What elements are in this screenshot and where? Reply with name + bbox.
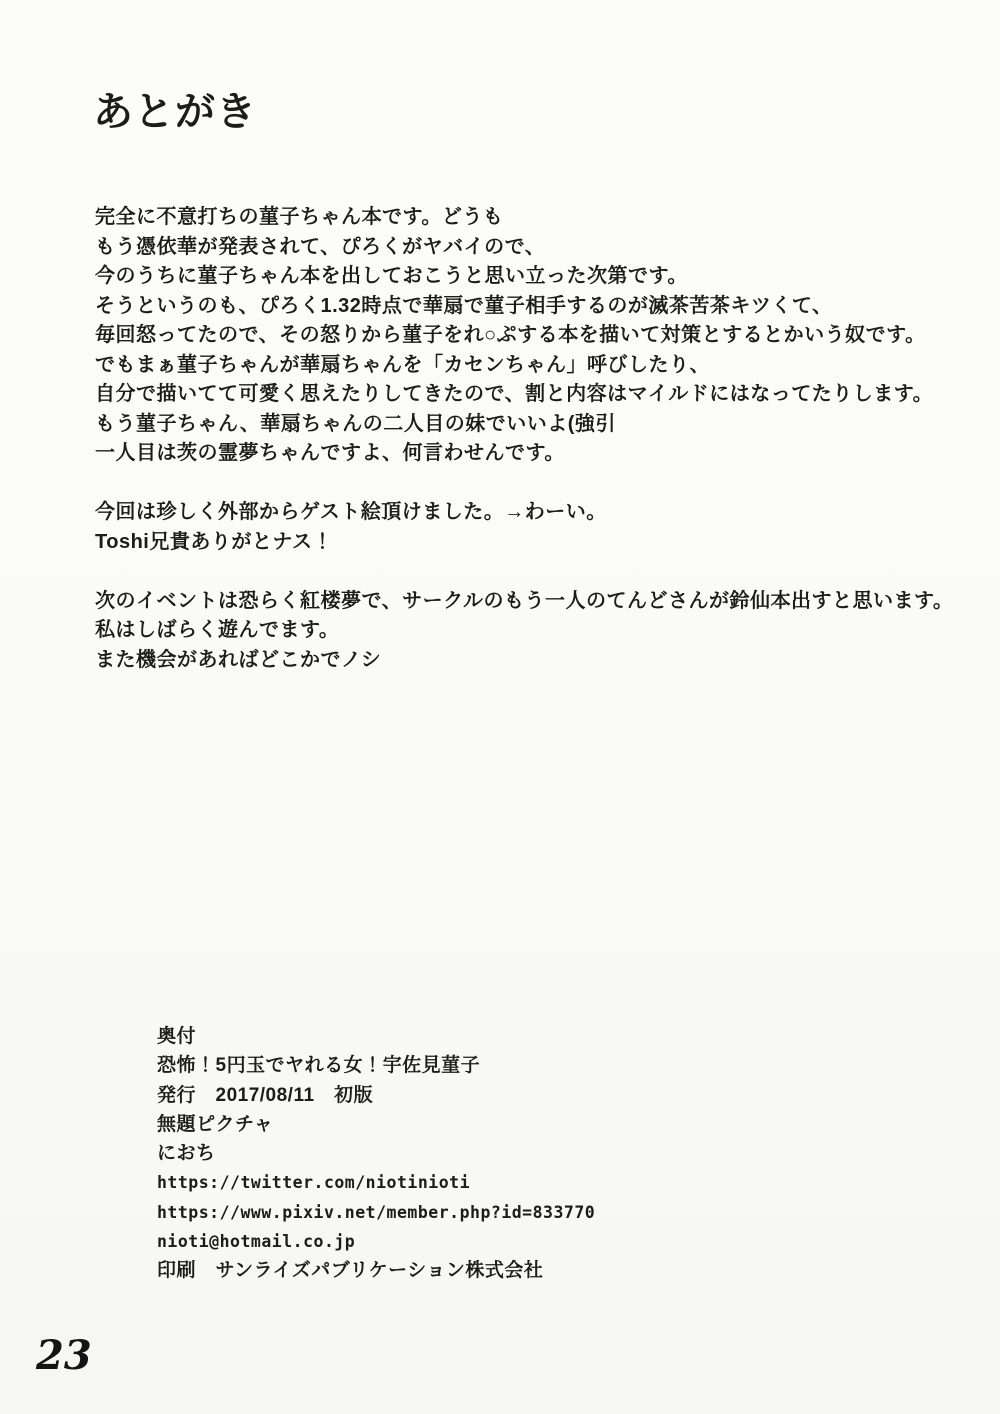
colophon-book-title: 恐怖！5円玉でヤれる女！宇佐見菫子 <box>157 1055 481 1077</box>
colophon-publication-date: 発行 2017/08/11 初版 <box>157 1084 374 1106</box>
colophon-pixiv-url: https://www.pixiv.net/member.php?id=833770 <box>157 1202 596 1222</box>
text-line: 次のイベントは恐らく紅楼夢で、サークルのもう一人のてんどさんが鈴仙本出すと思います。 <box>95 589 954 612</box>
afterword-paragraph-2 <box>95 498 955 557</box>
colophon-author-name: におち <box>157 1143 216 1165</box>
afterword-paragraph-3 <box>95 587 955 676</box>
text-line: 自分で描いてて可愛く思えたりしてきたので、割と内容はマイルドにはなってたりします。 <box>95 383 934 405</box>
colophon <box>157 1022 757 1286</box>
text-line: また機会があればどこかでノシ <box>95 648 382 671</box>
colophon-label: 奥付 <box>157 1026 197 1047</box>
text-line: もう菫子ちゃん、華扇ちゃんの二人目の妹でいいよ(強引 <box>95 412 616 435</box>
text-line: でもまぁ菫子ちゃんが華扇ちゃんを「カセンちゃん」呼びしたり、 <box>95 353 710 376</box>
colophon-printer: 印刷 サンライズパブリケーション株式会社 <box>157 1260 544 1282</box>
colophon-twitter-url: https://twitter.com/niotinioti <box>157 1173 471 1193</box>
text-line: 一人目は茨の霊夢ちゃんですよ、何言わせんです。 <box>95 442 565 464</box>
text-line: もう憑依華が発表されて、ぴろくがヤバイので、 <box>95 235 546 258</box>
text-line: 私はしばらく遊んでます。 <box>95 619 340 641</box>
text-line: 完全に不意打ちの菫子ちゃん本です。どうも <box>95 206 504 228</box>
text-line: 今回は珍しく外部からゲスト絵頂けました。→わーい。 <box>95 501 607 523</box>
text-line: そうというのも、ぴろく1.32時点で華扇で菫子相手するのが滅茶苦茶キツくて、 <box>95 294 833 317</box>
afterword-paragraph-1 <box>95 203 955 469</box>
page-title: あとがき <box>93 88 257 135</box>
text-line: 毎回怒ってたので、その怒りから菫子をれ○ぷする本を描いて対策とするとかいう奴です。 <box>95 324 926 346</box>
afterword-body <box>95 203 955 705</box>
colophon-circle-name: 無題ピクチャ <box>157 1113 274 1135</box>
page-number: 23 <box>36 1332 92 1379</box>
text-line: 今のうちに菫子ちゃん本を出しておこうと思い立った次第です。 <box>95 265 688 287</box>
colophon-email: nioti@hotmail.co.jp <box>157 1232 356 1252</box>
text-line: Toshi兄貴ありがとナス！ <box>95 530 334 553</box>
